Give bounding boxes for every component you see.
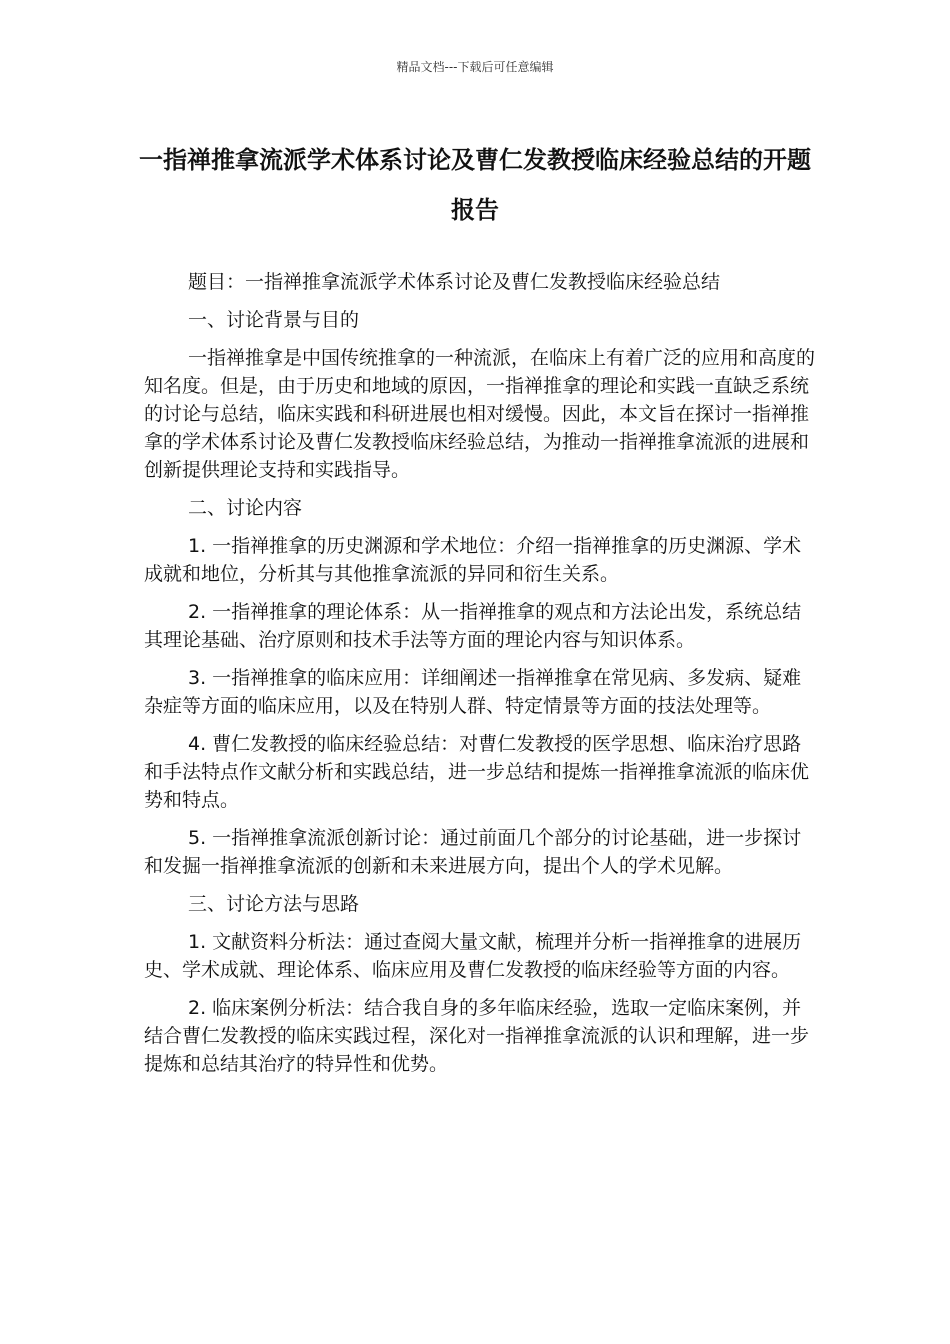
body-paragraph: 一指禅推拿是中国传统推拿的一种流派，在临床上有着广泛的应用和高度的知名度。但是，由于历史和地域的原因，一指禅推拿的理论和实践一直缺乏系统的讨论与总结，临床实践和科研进展也相对缓慢。因此，本文旨在探讨一指禅推拿的学术体系讨论及曹仁发教授临床经验总结，为推动一指禅推拿流派的进展和创新提供理论支持和实践指导。 — [144, 347, 816, 481]
body-paragraph: 2. 一指禅推拿的理论体系：从一指禅推拿的观点和方法论出发，系统总结其理论基础、治疗原则和技术手法等方面的理论内容与知识体系。 — [144, 601, 802, 651]
body-paragraph: 3. 一指禅推拿的临床应用：详细阐述一指禅推拿在常见病、多发病、疑难杂症等方面的临床应用，以及在特别人群、特定情景等方面的技法处理等。 — [144, 667, 802, 717]
section-heading: 三、讨论方法与思路 — [188, 893, 360, 915]
section-heading: 二、讨论内容 — [188, 497, 303, 519]
document-title: 一指禅推拿流派学术体系讨论及曹仁发教授临床经验总结的开题报告 — [139, 146, 811, 224]
section-heading: 一、讨论背景与目的 — [188, 309, 360, 331]
body-paragraph: 2. 临床案例分析法：结合我自身的多年临床经验，选取一定临床案例，并结合曹仁发教授的临床实践过程，深化对一指禅推拿流派的认识和理解，进一步提炼和总结其治疗的特异性和优势。 — [144, 997, 810, 1075]
body-paragraph: 1. 文献资料分析法：通过查阅大量文献，梳理并分析一指禅推拿的进展历史、学术成就、理论体系、临床应用及曹仁发教授的临床经验等方面的内容。 — [144, 931, 802, 981]
document-body — [144, 268, 816, 1088]
body-paragraph: 1. 一指禅推拿的历史渊源和学术地位：介绍一指禅推拿的历史渊源、学术成就和地位，分析其与其他推拿流派的异同和衍生关系。 — [144, 535, 802, 585]
body-paragraph: 4. 曹仁发教授的临床经验总结：对曹仁发教授的医学思想、临床治疗思路和手法特点作文献分析和实践总结，进一步总结和提炼一指禅推拿流派的临床优势和特点。 — [144, 733, 810, 811]
body-paragraph: 5. 一指禅推拿流派创新讨论：通过前面几个部分的讨论基础，进一步探讨和发掘一指禅推拿流派的创新和未来进展方向，提出个人的学术见解。 — [144, 827, 802, 877]
header-watermark: 精品文档---下载后可任意编辑 — [396, 60, 554, 74]
topic-line: 题目：一指禅推拿流派学术体系讨论及曹仁发教授临床经验总结 — [188, 271, 721, 293]
